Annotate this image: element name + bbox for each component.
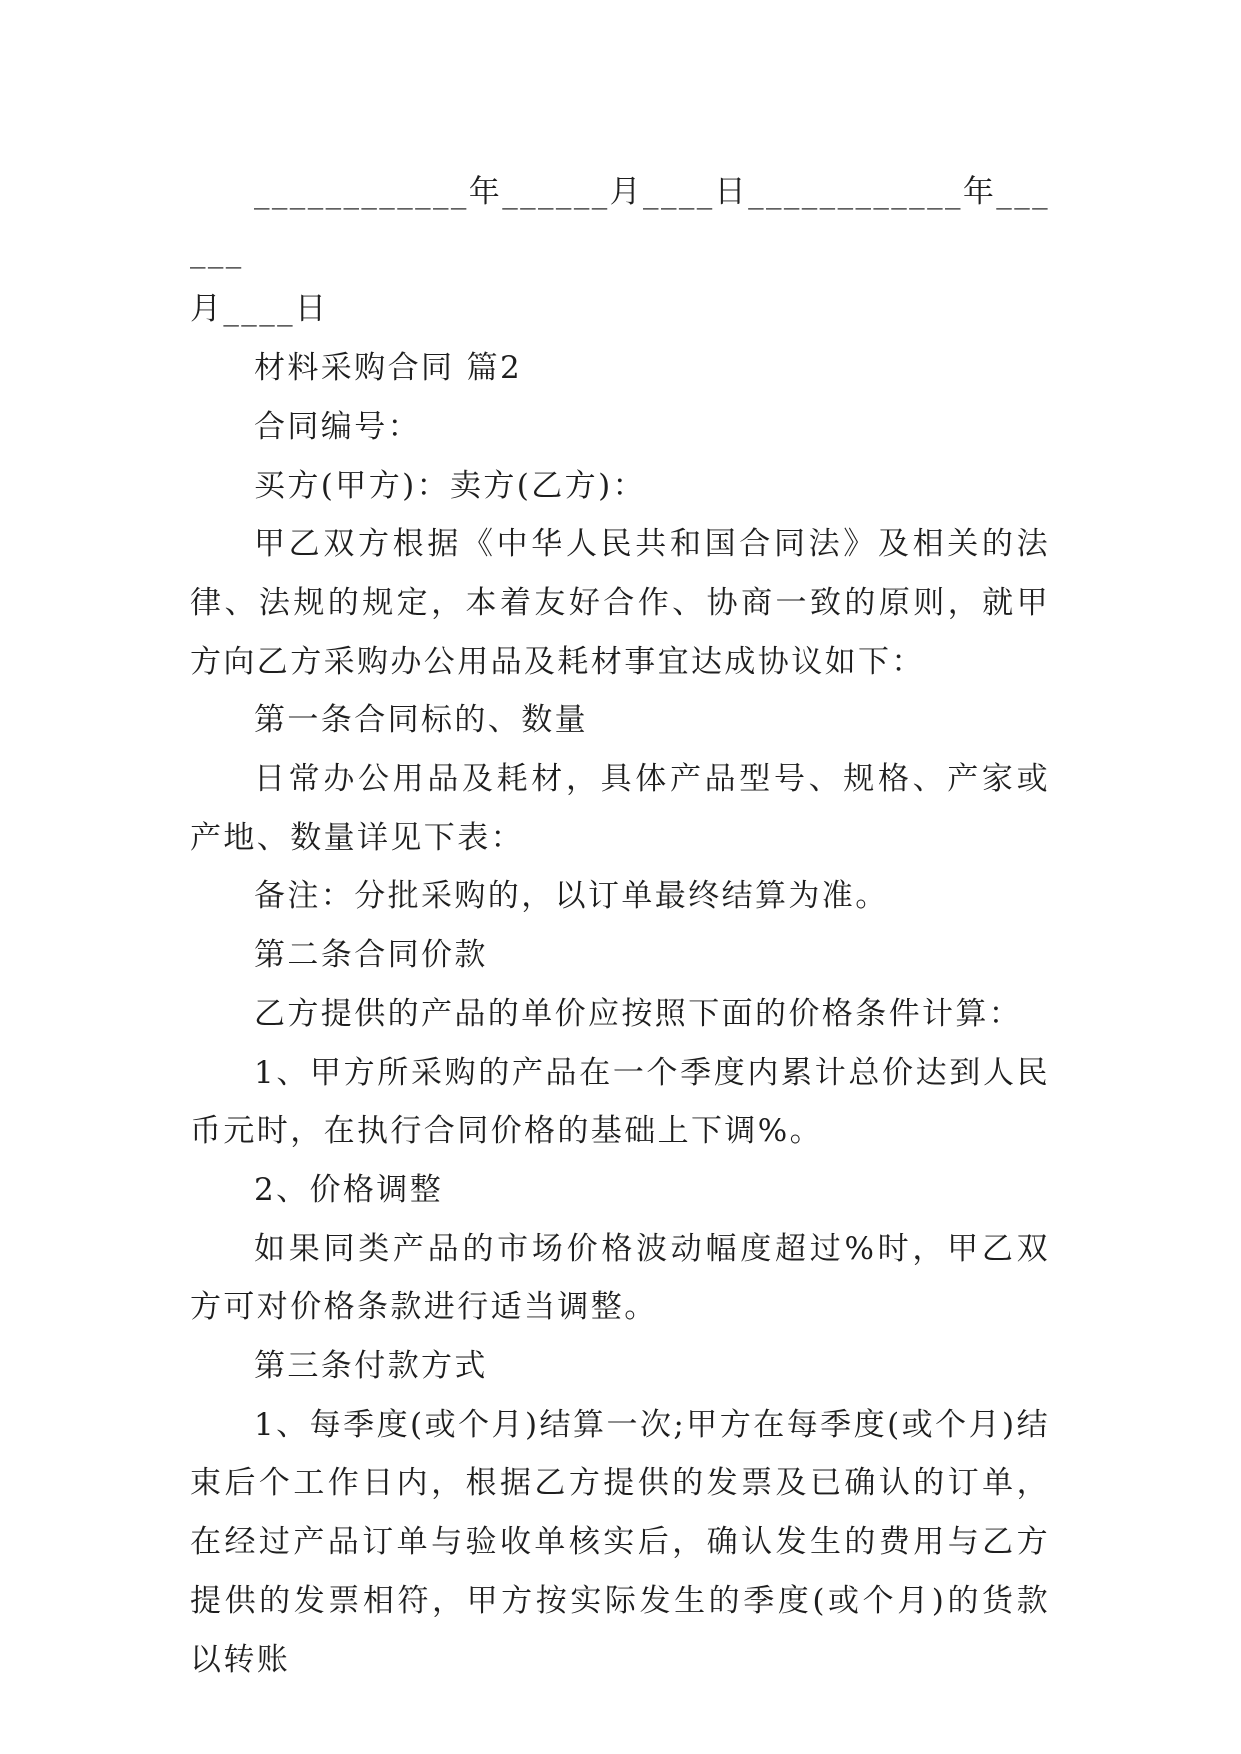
article-2-clause-2-body: 如果同类产品的市场价格波动幅度超过%时，甲乙双方可对价格条款进行适当调整。	[190, 1230, 1050, 1326]
article-2-intro: 乙方提供的产品的单价应按照下面的价格条件计算：	[254, 995, 1023, 1032]
preamble-paragraph: 甲乙双方根据《中华人民共和国合同法》及相关的法律、法规的规定，本着友好合作、协商一致的原则，就甲方向乙方采购办公用品及耗材事宜达成协议如下：	[190, 526, 1050, 680]
article-3-heading: 第三条付款方式	[254, 1348, 488, 1385]
article-1-body: 日常办公用品及耗材，具体产品型号、规格、产家或产地、数量详见下表：	[190, 761, 1050, 856]
article-1-heading: 第一条合同标的、数量	[254, 702, 588, 739]
parties-line: 买方(甲方)：卖方(乙方)：	[254, 467, 646, 504]
article-2-heading: 第二条合同价款	[254, 937, 488, 974]
remarks-paragraph: 备注：分批采购的，以订单最终结算为准。	[254, 878, 889, 915]
signature-date-line-continued: 月____日	[190, 291, 329, 328]
signature-date-line: ____________年______月____日____________年______	[190, 174, 1050, 269]
contract-number-label: 合同编号：	[254, 408, 421, 445]
article-3-clause-1: 1、每季度(或个月)结算一次;甲方在每季度(或个月)结束后个工作日内，根据乙方提供的发票及已确认的订单，在经过产品订单与验收单核实后，确认发生的费用与乙方提供的发票相符，甲方按实际发生的季度(或个月)的货款以转账	[190, 1406, 1050, 1678]
section-title: 材料采购合同 篇2	[254, 350, 523, 387]
document-body	[190, 163, 1050, 1689]
article-2-clause-2-heading: 2、价格调整	[254, 1171, 444, 1208]
article-2-clause-1: 1、甲方所采购的产品在一个季度内累计总价达到人民币元时，在执行合同价格的基础上下调%。	[190, 1054, 1050, 1150]
